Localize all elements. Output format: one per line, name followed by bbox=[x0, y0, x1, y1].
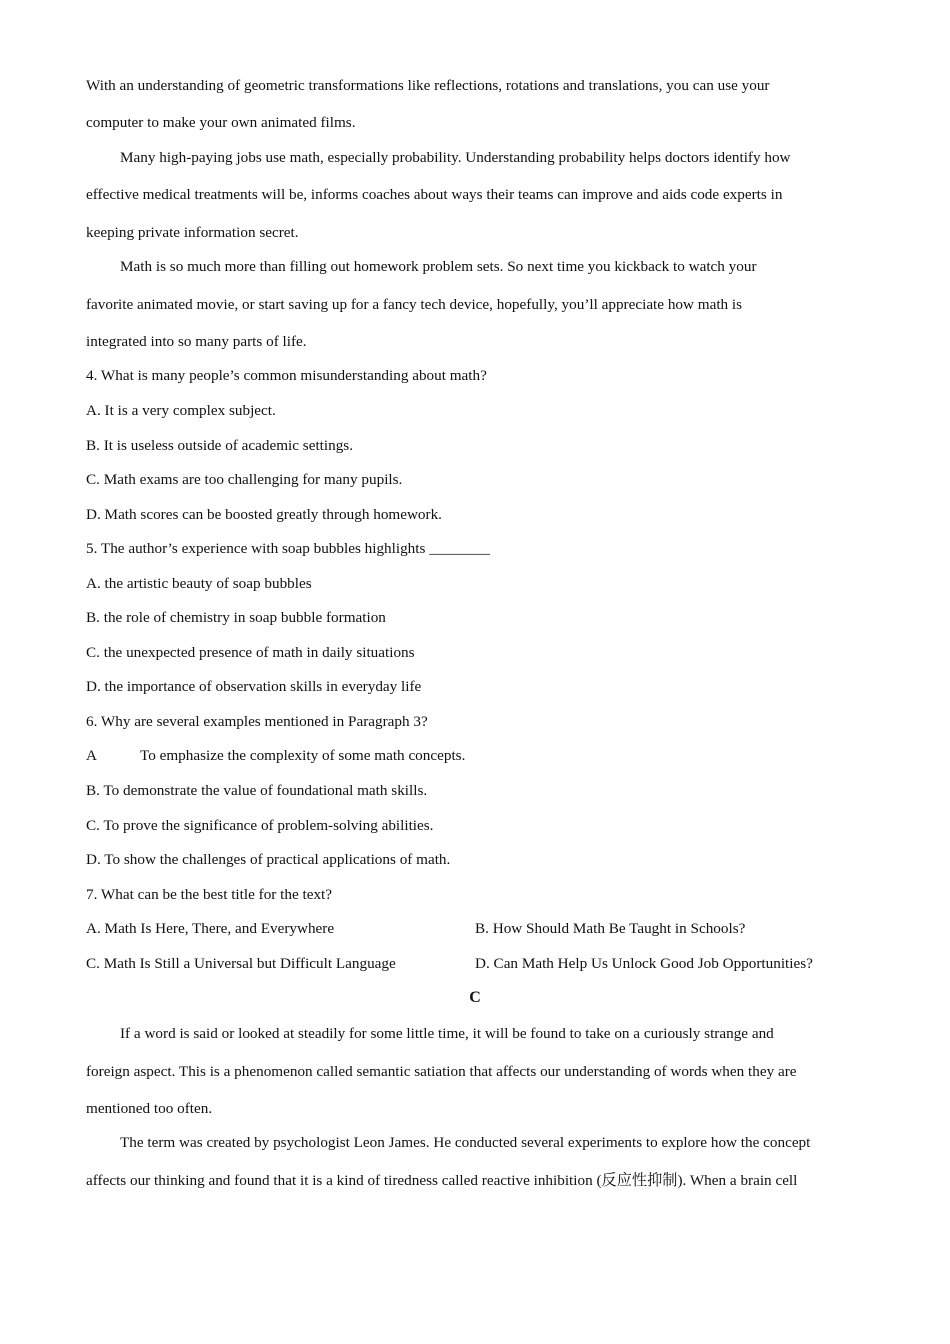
question-5-option-a: A. the artistic beauty of soap bubbles bbox=[86, 575, 312, 592]
question-5-option-c: C. the unexpected presence of math in daily situations bbox=[86, 644, 415, 661]
question-4-option-d: D. Math scores can be boosted greatly through homework. bbox=[86, 506, 442, 523]
section-c-paragraph-1-line-3: mentioned too often. bbox=[86, 1100, 213, 1117]
passage-b-paragraph-3-line-1: Math is so much more than filling out homework problem sets. So next time you kickback to watch your bbox=[120, 258, 757, 275]
question-6-stem: 6. Why are several examples mentioned in Paragraph 3? bbox=[86, 713, 428, 730]
passage-b-paragraph-1-line-2: computer to make your own animated films. bbox=[86, 114, 356, 131]
question-4-option-a: A. It is a very complex subject. bbox=[86, 402, 276, 419]
question-5-option-d: D. the importance of observation skills in everyday life bbox=[86, 678, 422, 695]
question-4-option-b: B. It is useless outside of academic settings. bbox=[86, 437, 353, 454]
question-6-option-b: B. To demonstrate the value of foundational math skills. bbox=[86, 782, 428, 799]
section-c-paragraph-1-line-2: foreign aspect. This is a phenomenon called semantic satiation that affects our understanding of words when they are bbox=[86, 1063, 797, 1080]
passage-b-paragraph-2-line-1: Many high-paying jobs use math, especially probability. Understanding probability helps doctors identify how bbox=[120, 149, 791, 166]
question-7-option-b: B. How Should Math Be Taught in Schools? bbox=[475, 920, 746, 937]
question-7-option-d: D. Can Math Help Us Unlock Good Job Opportunities? bbox=[475, 955, 813, 972]
question-6-option-d: D. To show the challenges of practical applications of math. bbox=[86, 851, 451, 868]
question-5-stem: 5. The author’s experience with soap bubbles highlights ________ bbox=[86, 540, 490, 557]
passage-b-paragraph-1-line-1: With an understanding of geometric transformations like reflections, rotations and translations, you can use your bbox=[86, 77, 770, 94]
passage-b-paragraph-2-line-3: keeping private information secret. bbox=[86, 224, 299, 241]
passage-b-paragraph-3-line-2: favorite animated movie, or start saving up for a fancy tech device, hopefully, you’ll appreciate how math is bbox=[86, 296, 743, 313]
section-c-paragraph-1-line-1: If a word is said or looked at steadily for some little time, it will be found to take on a curiously strange and bbox=[120, 1025, 774, 1042]
question-7-stem: 7. What can be the best title for the text? bbox=[86, 886, 333, 903]
question-6-option-a bbox=[86, 746, 465, 766]
section-c-paragraph-2-line-2: affects our thinking and found that it is a kind of tiredness called reactive inhibition (反应性抑制). When a brain cell bbox=[86, 1172, 798, 1189]
question-6-option-c: C. To prove the significance of problem-solving abilities. bbox=[86, 817, 434, 834]
question-4-stem: 4. What is many people’s common misunderstanding about math? bbox=[86, 367, 487, 384]
question-4-option-c: C. Math exams are too challenging for many pupils. bbox=[86, 471, 403, 488]
question-7-option-c: C. Math Is Still a Universal but Difficult Language bbox=[86, 955, 396, 972]
passage-b-paragraph-3-line-3: integrated into so many parts of life. bbox=[86, 333, 307, 350]
question-6-option-a-text: To emphasize the complexity of some math concepts. bbox=[140, 747, 466, 764]
question-7-option-a: A. Math Is Here, There, and Everywhere bbox=[86, 920, 335, 937]
question-5-option-b: B. the role of chemistry in soap bubble formation bbox=[86, 609, 386, 626]
question-6-option-a-label: A bbox=[86, 747, 97, 764]
section-c-paragraph-2-line-1: The term was created by psychologist Leon James. He conducted several experiments to explore how the concept bbox=[120, 1134, 811, 1151]
passage-b-paragraph-2-line-2: effective medical treatments will be, informs coaches about ways their teams can improve and aids code experts in bbox=[86, 186, 783, 203]
section-c-heading: C bbox=[469, 989, 481, 1006]
